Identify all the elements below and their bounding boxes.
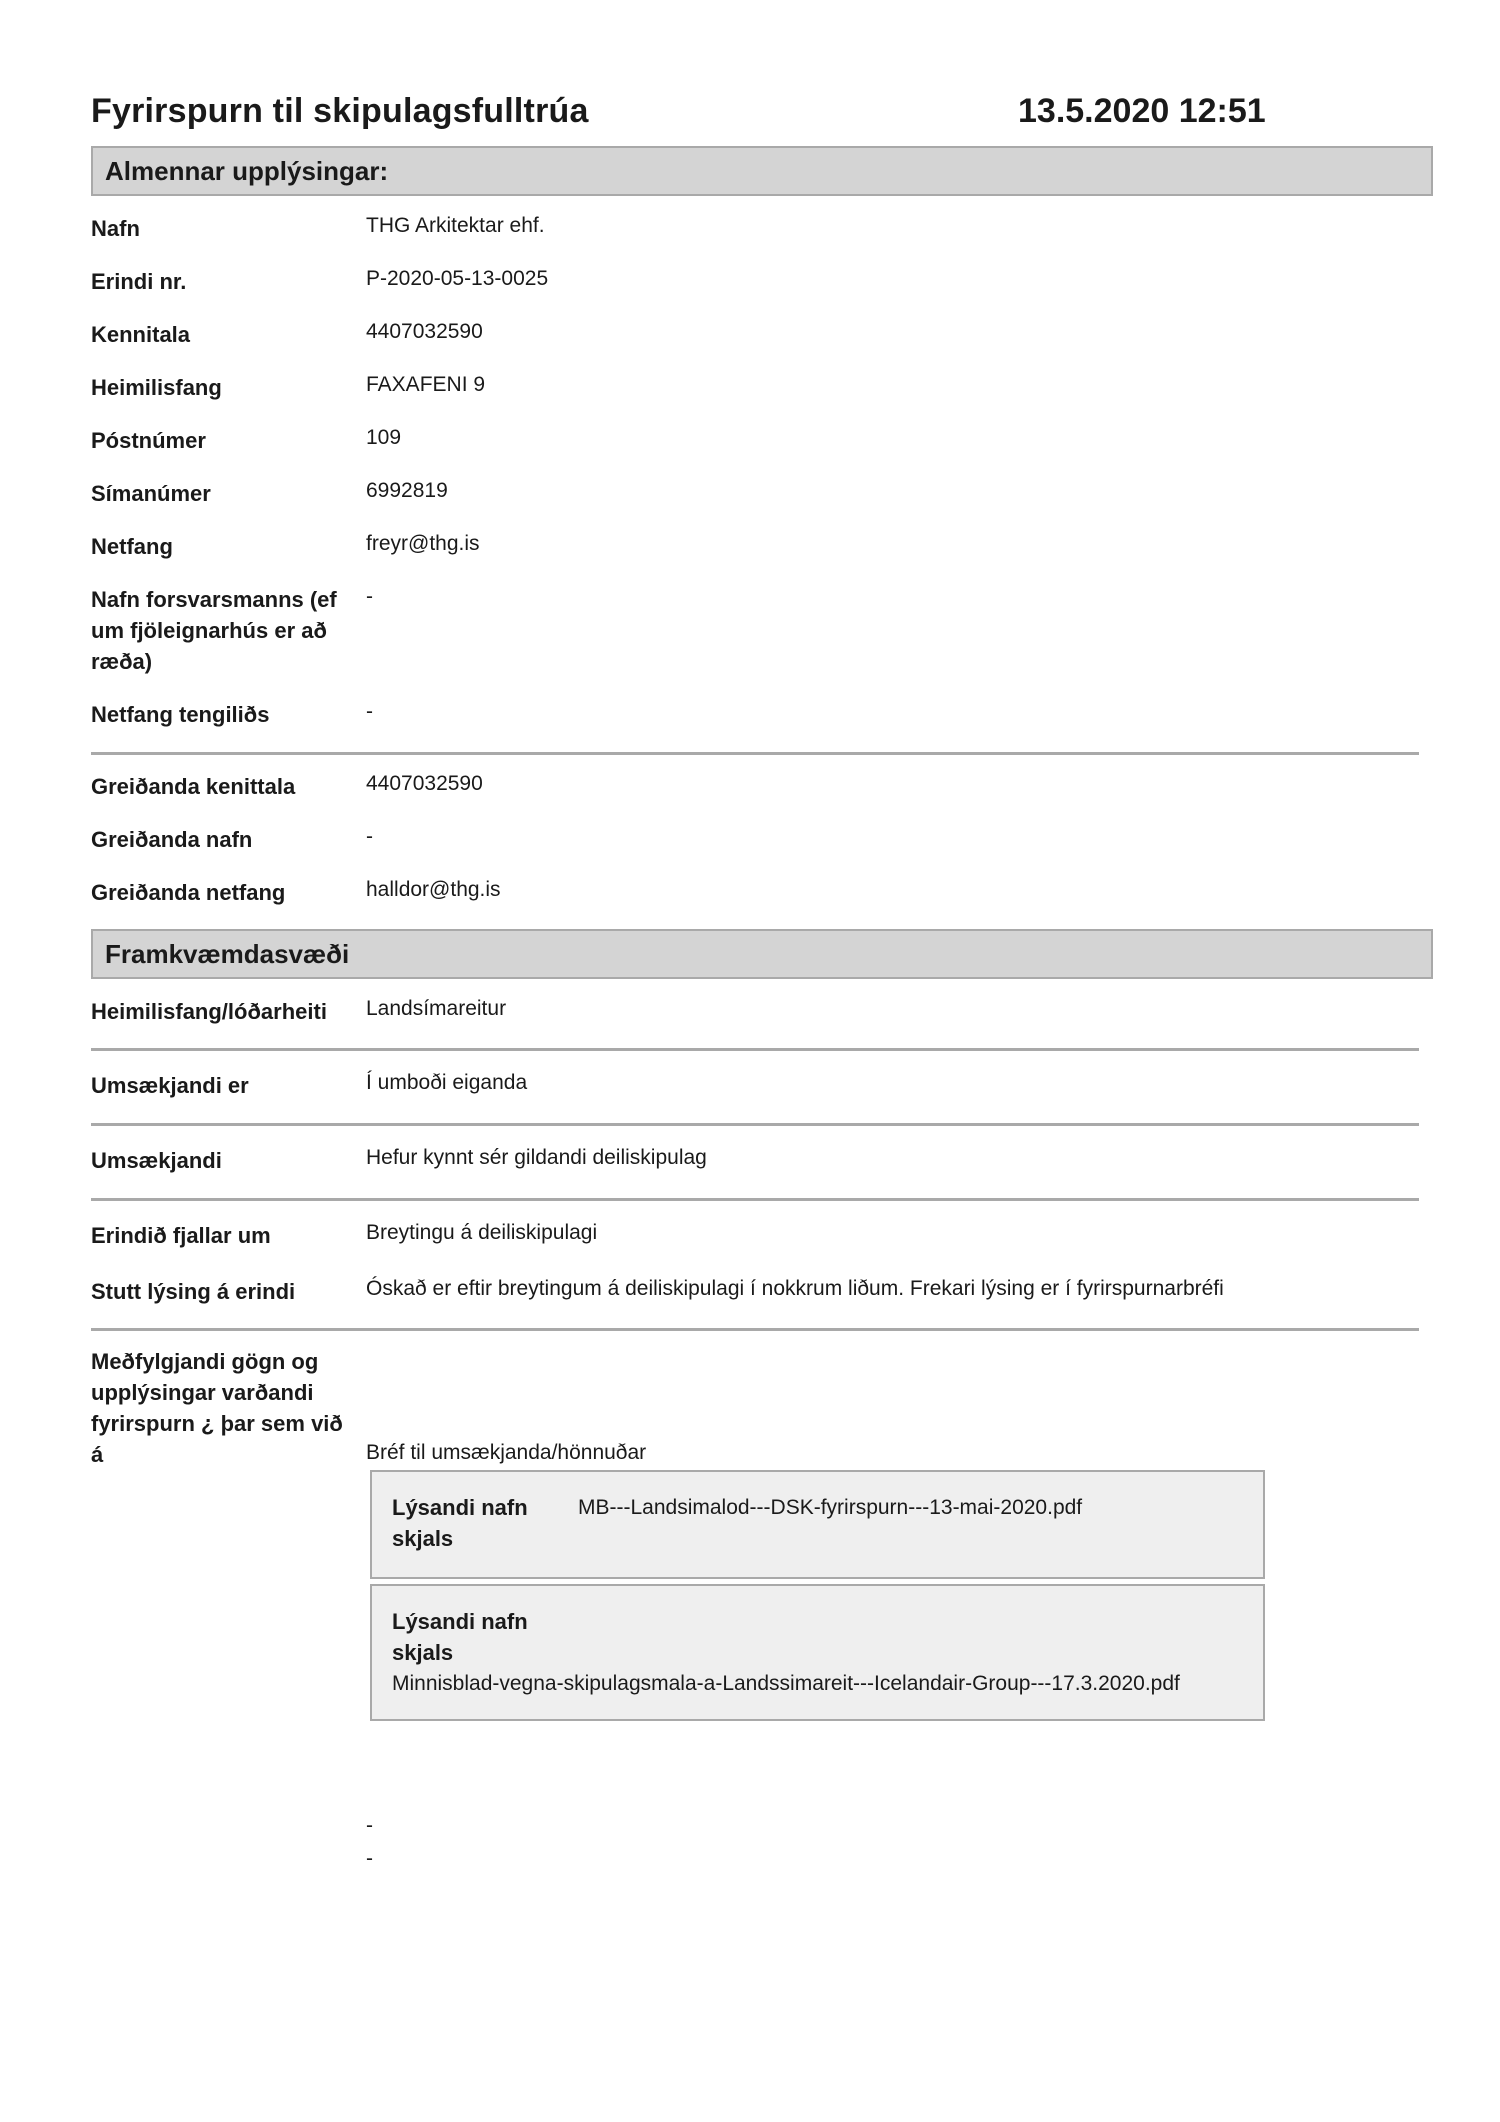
field-label-short-description: Stutt lýsing á erindi [91, 1279, 296, 1304]
field-label-name: Nafn [91, 216, 140, 241]
attachment-file-link[interactable]: Minnisblad-vegna-skipulagsmala-a-Landssimareit---Icelandair-Group---17.3.2020.pdf [392, 1672, 1180, 1695]
section-divider [91, 752, 1419, 755]
attachment-file-box [370, 1584, 1265, 1721]
field-value-postcode: 109 [366, 426, 402, 449]
field-value-contact-email: - [366, 700, 373, 723]
field-value-address: FAXAFENI 9 [366, 373, 486, 396]
field-label-representative: Nafn forsvarsmanns (ef um fjöleignarhús er að ræða) [91, 587, 337, 674]
attachments-group-title: Bréf til umsækjanda/hönnuðar [366, 1441, 647, 1464]
field-label-address: Heimilisfang [91, 375, 222, 400]
field-label-applicant: Umsækjandi [91, 1148, 222, 1173]
field-label-subject: Erindið fjallar um [91, 1223, 271, 1248]
section-divider [91, 1328, 1419, 1331]
field-value-id-number: 4407032590 [366, 320, 483, 343]
field-value-short-description: Óskað er eftir breytingum á deiliskipulagi í nokkrum liðum. Frekari lýsing er í fyrirspurnarbréfi [366, 1277, 1224, 1300]
field-value-representative: - [366, 585, 373, 608]
field-label-phone: Símanúmer [91, 481, 211, 506]
field-label-case-number: Erindi nr. [91, 269, 187, 294]
field-value-applicant: Hefur kynnt sér gildandi deiliskipulag [366, 1146, 707, 1169]
section-divider [91, 1123, 1419, 1126]
attachment-file-box [370, 1470, 1265, 1579]
attachment-file-link[interactable]: MB---Landsimalod---DSK-fyrirspurn---13-mai-2020.pdf [578, 1496, 1083, 1519]
field-label-postcode: Póstnúmer [91, 428, 206, 453]
field-label-attachments: Meðfylgjandi gögn og upplýsingar varðandi fyrirspurn ¿ þar sem við á [91, 1349, 343, 1467]
field-value-lot: Landsímareitur [366, 997, 507, 1020]
field-label-email: Netfang [91, 534, 173, 559]
field-value-email: freyr@thg.is [366, 532, 480, 555]
field-value-applicant-is: Í umboði eiganda [366, 1071, 528, 1094]
attachment-file-label: Lýsandi nafn skjals [392, 1609, 528, 1665]
document-timestamp: 13.5.2020 12:51 [1018, 92, 1266, 130]
field-label-contact-email: Netfang tengiliðs [91, 702, 270, 727]
section-divider [91, 1048, 1419, 1051]
field-value-name: THG Arkitektar ehf. [366, 214, 545, 237]
field-value-payer-name: - [366, 825, 373, 848]
field-label-payer-id: Greiðanda kenittala [91, 774, 296, 799]
attachment-file-label: Lýsandi nafn skjals [392, 1495, 528, 1551]
field-label-payer-email: Greiðanda netfang [91, 880, 286, 905]
section-divider [91, 1198, 1419, 1201]
field-value-subject: Breytingu á deiliskipulagi [366, 1221, 598, 1244]
section-project-header: Framkvæmdasvæði [91, 929, 1433, 979]
field-label-lot: Heimilisfang/lóðarheiti [91, 999, 327, 1024]
page-title: Fyrirspurn til skipulagsfulltrúa [91, 92, 589, 130]
field-value-payer-email: halldor@thg.is [366, 878, 501, 901]
field-label-payer-name: Greiðanda nafn [91, 827, 253, 852]
field-label-id-number: Kennitala [91, 322, 191, 347]
section-general-header: Almennar upplýsingar: [91, 146, 1433, 196]
field-value-case-number: P-2020-05-13-0025 [366, 267, 549, 290]
field-value-phone: 6992819 [366, 479, 448, 502]
attachments-trailing-value: - [366, 1814, 373, 1837]
attachments-trailing-value: - [366, 1847, 373, 1870]
field-value-payer-id: 4407032590 [366, 772, 483, 795]
field-label-applicant-is: Umsækjandi er [91, 1073, 249, 1098]
